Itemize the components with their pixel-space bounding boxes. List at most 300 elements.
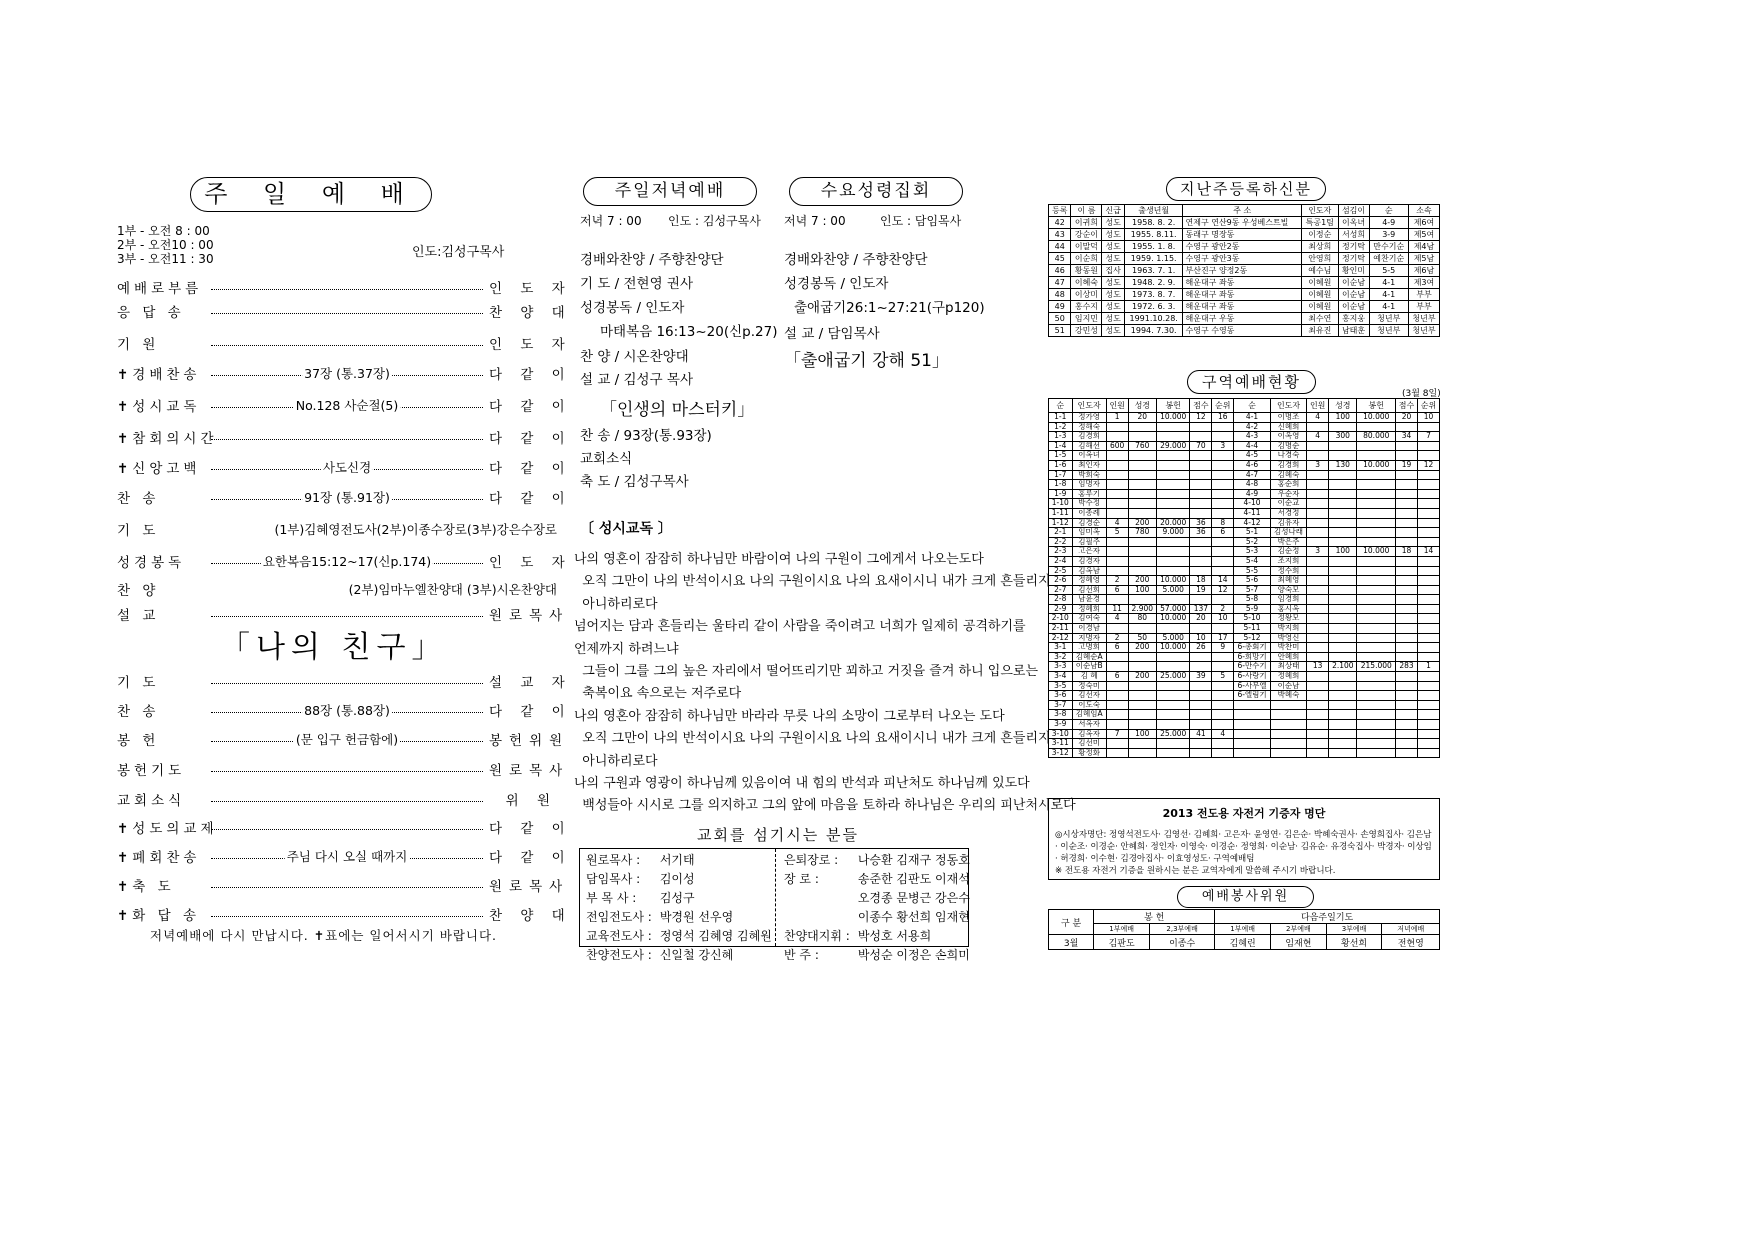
table-cell: 9.000: [1156, 528, 1189, 538]
table-cell: [1396, 556, 1418, 566]
table-cell: 19: [1396, 460, 1418, 470]
table-cell: 14: [1212, 576, 1234, 586]
table-cell: [1417, 499, 1439, 509]
table-cell: 100: [1329, 413, 1357, 423]
table-cell: 1-1: [1049, 413, 1073, 423]
table-cell: 4-5: [1234, 451, 1271, 461]
table-row: [1049, 441, 1440, 451]
district-date: (3월 8일): [1402, 389, 1441, 399]
order-detail: 91장 (통.91장): [304, 489, 390, 505]
table-cell: [1190, 470, 1212, 480]
table-cell: [1357, 518, 1396, 528]
duty-sub: 2,3부예배: [1149, 924, 1214, 935]
table-cell: 홍시옥: [1270, 604, 1306, 614]
table-cell: 2-8: [1049, 595, 1073, 605]
duty-month: 3월: [1049, 935, 1094, 950]
table-cell: [1417, 518, 1439, 528]
dot-leader: [211, 345, 483, 346]
table-cell: [1417, 585, 1439, 595]
table-cell: 정혜희: [1072, 604, 1106, 614]
duty-table: [1048, 909, 1440, 950]
district-header: 성경: [1329, 399, 1357, 413]
table-row: [1049, 691, 1440, 701]
table-cell: 215.000: [1357, 662, 1396, 672]
table-cell: [1128, 460, 1156, 470]
table-cell: 4-9: [1234, 489, 1271, 499]
table-cell: 18: [1396, 547, 1418, 557]
duty-offering-header: 봉 헌: [1094, 910, 1215, 924]
table-cell: 정해숙: [1072, 422, 1106, 432]
table-cell: 10: [1212, 614, 1234, 624]
table-cell: 6: [1106, 585, 1128, 595]
table-cell: 25.000: [1156, 729, 1189, 739]
wednesday-line: 출애굽기26:1~27:21(구p120): [794, 300, 985, 316]
table-cell: [1417, 748, 1439, 758]
table-cell: 성도: [1102, 253, 1124, 265]
order-item: [117, 276, 572, 298]
table-cell: 5-2: [1234, 537, 1271, 547]
table-cell: 2-7: [1049, 585, 1073, 595]
table-cell: [1357, 700, 1396, 710]
table-cell: 홍루기: [1072, 489, 1106, 499]
table-cell: 2: [1106, 633, 1128, 643]
table-cell: 1-4: [1049, 441, 1073, 451]
table-cell: 이옥영: [1270, 432, 1306, 442]
table-cell: [1128, 710, 1156, 720]
table-cell: 정왕모: [1270, 614, 1306, 624]
duty-name: 황선희: [1326, 935, 1382, 950]
table-cell: [1396, 643, 1418, 653]
table-cell: 김순정: [1270, 547, 1306, 557]
table-cell: 임경희: [1270, 595, 1306, 605]
table-cell: [1329, 566, 1357, 576]
order-who: 인 도 자: [489, 337, 572, 353]
table-cell: 1959. 1.15.: [1124, 253, 1183, 265]
evening-title: 주일저녁예배: [583, 177, 757, 206]
table-cell: 1972. 6. 3.: [1124, 301, 1183, 313]
table-cell: 3: [1212, 441, 1234, 451]
table-cell: 남태훈: [1338, 325, 1369, 337]
table-cell: [1212, 422, 1234, 432]
table-cell: 정기탁: [1338, 253, 1369, 265]
table-cell: [1212, 739, 1234, 749]
staff-role: 장 로 :: [784, 872, 819, 886]
table-cell: 이명조: [1270, 413, 1306, 423]
table-cell: 2.900: [1128, 604, 1156, 614]
table-row: [1049, 432, 1440, 442]
table-cell: 김선자: [1072, 691, 1106, 701]
table-cell: [1106, 547, 1128, 557]
table-cell: 황정화: [1072, 748, 1106, 758]
order-who: 원로목사: [489, 763, 570, 779]
table-cell: 2.100: [1329, 662, 1357, 672]
staff-names: 신일철 강신혜: [659, 948, 734, 962]
table-cell: 2-4: [1049, 556, 1073, 566]
table-cell: [1106, 460, 1128, 470]
staff-names: 김이성: [659, 872, 695, 886]
table-cell: [1417, 441, 1439, 451]
table-cell: [1128, 499, 1156, 509]
table-cell: 1-11: [1049, 508, 1073, 518]
table-cell: 이순희: [1071, 253, 1102, 265]
table-cell: [1128, 451, 1156, 461]
service-time-2: 2부 - 오전10 : 00: [117, 238, 214, 252]
table-cell: 20.000: [1156, 518, 1189, 528]
table-cell: 4-4: [1234, 441, 1271, 451]
table-cell: [1128, 470, 1156, 480]
table-cell: 3: [1307, 460, 1329, 470]
staff-row: [582, 926, 776, 945]
table-cell: [1190, 508, 1212, 518]
table-cell: [1307, 499, 1329, 509]
evening-time: 저녁 7 : 00: [580, 214, 642, 228]
table-cell: 2-12: [1049, 633, 1073, 643]
table-cell: 4-12: [1234, 518, 1271, 528]
table-cell: 10.000: [1357, 547, 1396, 557]
table-cell: 1973. 8. 7.: [1124, 289, 1183, 301]
table-cell: [1329, 710, 1357, 720]
duty-name: 전현영: [1382, 935, 1440, 950]
table-cell: [1307, 643, 1329, 653]
table-cell: 정가영: [1072, 413, 1106, 423]
table-cell: [1357, 691, 1396, 701]
table-row: [1049, 518, 1440, 528]
table-cell: [1417, 624, 1439, 634]
registrants-table: [1048, 204, 1440, 337]
staff-names: 정영석 김혜영 김혜원: [659, 929, 772, 943]
table-cell: 제6남: [1408, 265, 1439, 277]
table-cell: 1-2: [1049, 422, 1073, 432]
table-cell: 6-희망기: [1234, 652, 1271, 662]
table-cell: [1156, 556, 1189, 566]
table-cell: [1156, 422, 1189, 432]
table-cell: [1106, 710, 1128, 720]
table-row: [1049, 729, 1440, 739]
staff-role: 찬양전도사 :: [586, 948, 652, 962]
table-cell: 3-1: [1049, 643, 1073, 653]
order-who: 인 도 자: [489, 281, 572, 297]
table-cell: [1396, 633, 1418, 643]
table-cell: [1329, 633, 1357, 643]
table-cell: [1396, 729, 1418, 739]
table-cell: 283: [1396, 662, 1418, 672]
table-cell: 부부: [1408, 301, 1439, 313]
table-cell: [1128, 720, 1156, 730]
table-cell: 이옥녀: [1072, 451, 1106, 461]
table-row: [1049, 289, 1440, 301]
table-cell: [1128, 700, 1156, 710]
order-item: [117, 699, 572, 721]
table-cell: 홍수지: [1071, 301, 1102, 313]
staff-row: [780, 869, 974, 888]
table-cell: [1106, 489, 1128, 499]
table-cell: [1156, 537, 1189, 547]
registrants-header: 출생년월: [1124, 205, 1183, 217]
table-cell: [1156, 748, 1189, 758]
table-cell: [1106, 681, 1128, 691]
table-cell: 청년부: [1408, 325, 1439, 337]
table-cell: 5-10: [1234, 614, 1271, 624]
table-cell: 성도: [1102, 229, 1124, 241]
evening-line: 기 도 / 전현영 권사: [580, 276, 694, 292]
table-row: [1049, 556, 1440, 566]
table-cell: [1357, 681, 1396, 691]
psalm-line: 축복이요 속으로는 저주로다: [574, 686, 742, 702]
table-cell: [1190, 489, 1212, 499]
table-cell: 5.000: [1156, 585, 1189, 595]
duty-name: 임재현: [1271, 935, 1327, 950]
evening-line: 설 교 / 김성구 목사: [580, 372, 694, 388]
district-header: 순위: [1212, 399, 1234, 413]
table-cell: [1128, 489, 1156, 499]
table-cell: [1307, 691, 1329, 701]
staff-names: 박경원 선우영: [659, 910, 734, 924]
table-cell: [1357, 556, 1396, 566]
staff-role: [780, 907, 854, 926]
table-cell: [1190, 451, 1212, 461]
table-cell: [1357, 585, 1396, 595]
table-cell: 신혜희: [1270, 422, 1306, 432]
order-item: [117, 728, 570, 750]
table-cell: [1329, 470, 1357, 480]
table-cell: 제5여: [1408, 229, 1439, 241]
registrants-header: 소속: [1408, 205, 1439, 217]
order-who: 찬 양 대: [489, 305, 572, 321]
table-cell: [1156, 480, 1189, 490]
table-cell: [1156, 470, 1189, 480]
table-cell: 6-사랑기: [1234, 672, 1271, 682]
table-cell: 6-만수기: [1234, 662, 1271, 672]
order-of-worship: [117, 0, 572, 1240]
table-cell: 1963. 7. 1.: [1124, 265, 1183, 277]
table-cell: 김해선: [1072, 441, 1106, 451]
table-cell: 100: [1128, 729, 1156, 739]
table-cell: 수영구 수영동: [1183, 325, 1302, 337]
dot-leader: [211, 289, 483, 290]
dot-leader: [211, 459, 483, 475]
table-cell: [1307, 720, 1329, 730]
donors-box: [1048, 798, 1440, 880]
table-row: [1049, 265, 1440, 277]
table-cell: [1417, 700, 1439, 710]
table-cell: 2-10: [1049, 614, 1073, 624]
table-cell: [1307, 470, 1329, 480]
table-cell: 4-11: [1234, 508, 1271, 518]
table-cell: [1396, 518, 1418, 528]
psalm-line: 넘어지는 담과 흔들리는 울타리 같이 사람을 죽이려고 너희가 일제히 공격하기를: [574, 619, 1026, 635]
order-detail: (1부)김혜영전도사(2부)이종수장로(3부)강은수장로: [274, 522, 557, 537]
table-cell: [1106, 422, 1128, 432]
table-cell: [1270, 700, 1306, 710]
district-header: 인원: [1307, 399, 1329, 413]
table-cell: 김혜임A: [1072, 710, 1106, 720]
table-cell: [1396, 499, 1418, 509]
table-cell: 박찬미: [1270, 643, 1306, 653]
table-row: [1049, 748, 1440, 758]
table-cell: [1212, 432, 1234, 442]
table-row: [1049, 566, 1440, 576]
table-cell: 5-11: [1234, 624, 1271, 634]
table-cell: [1128, 652, 1156, 662]
table-cell: 서경정: [1270, 508, 1306, 518]
duty-next-header: 다음주일기도: [1215, 910, 1440, 924]
table-cell: [1307, 624, 1329, 634]
table-cell: [1307, 480, 1329, 490]
sermon-title: 「나의 친구」: [220, 630, 448, 665]
table-cell: [1106, 739, 1128, 749]
table-cell: 16: [1212, 413, 1234, 423]
table-cell: 제5남: [1408, 253, 1439, 265]
table-cell: [1396, 480, 1418, 490]
order-label: ✝폐회찬송: [117, 850, 201, 866]
table-cell: 홍순희: [1270, 480, 1306, 490]
district-header: 봉헌: [1357, 399, 1396, 413]
table-cell: 4: [1307, 432, 1329, 442]
table-cell: [1190, 681, 1212, 691]
staff-row: [780, 850, 974, 869]
table-cell: 최상태: [1270, 662, 1306, 672]
table-cell: [1417, 739, 1439, 749]
table-cell: 4-2: [1234, 422, 1271, 432]
table-cell: [1396, 489, 1418, 499]
table-cell: [1307, 556, 1329, 566]
table-cell: [1156, 710, 1189, 720]
dot-leader: [211, 439, 483, 440]
table-cell: 20: [1128, 413, 1156, 423]
order-item: [117, 788, 557, 810]
evening-line: 찬 송 / 93장(통.93장): [580, 428, 712, 444]
table-cell: [1106, 508, 1128, 518]
order-who: 설 교 자: [489, 675, 572, 691]
table-cell: 이경남: [1072, 624, 1106, 634]
table-cell: [1190, 499, 1212, 509]
table-cell: [1156, 499, 1189, 509]
table-cell: [1190, 537, 1212, 547]
table-cell: [1329, 691, 1357, 701]
table-cell: [1234, 720, 1271, 730]
table-cell: [1307, 528, 1329, 538]
table-cell: 성도: [1102, 289, 1124, 301]
table-cell: 57.000: [1156, 604, 1189, 614]
staff-row: [582, 869, 776, 888]
table-cell: [1106, 432, 1128, 442]
table-cell: 10: [1417, 413, 1439, 423]
psalm-heading: 〔 성시교독 〕: [580, 521, 672, 537]
table-cell: [1357, 508, 1396, 518]
table-cell: 임명자: [1072, 480, 1106, 490]
staff-role: 은퇴장로 :: [784, 853, 839, 867]
table-row: [1049, 460, 1440, 470]
table-row: [1049, 576, 1440, 586]
table-cell: 12: [1212, 585, 1234, 595]
table-cell: 29.000: [1156, 441, 1189, 451]
order-who: 다 같 이: [489, 431, 572, 447]
table-cell: 예찬기순: [1369, 253, 1408, 265]
table-cell: [1396, 604, 1418, 614]
table-cell: 김여숙: [1072, 614, 1106, 624]
table-cell: 5-5: [1369, 265, 1408, 277]
order-item: [117, 426, 572, 448]
table-row: [1049, 595, 1440, 605]
table-cell: 김 혜: [1072, 672, 1106, 682]
table-cell: 6-엘림기: [1234, 691, 1271, 701]
wednesday-title: 수요성령집회: [789, 177, 963, 206]
psalm-line: 나의 영혼이 잠잠히 하나님만 바람이여 나의 구원이 그에게서 나오는도다: [574, 552, 984, 567]
table-cell: 4-1: [1234, 413, 1271, 423]
order-label: ✝화 답 송: [117, 908, 201, 924]
morning-footer: 저녁예배에 다시 만납시다. ✝표에는 일어서시기 바랍니다.: [150, 928, 498, 943]
service-time-1: 1부 - 오전 8 : 00: [117, 224, 210, 238]
evening-line: 축 도 / 김성구목사: [580, 474, 689, 490]
table-cell: [1212, 480, 1234, 490]
order-label: ✝경배찬송: [117, 367, 201, 383]
table-cell: 10.000: [1156, 576, 1189, 586]
table-cell: [1106, 691, 1128, 701]
table-cell: 안영희: [1302, 253, 1339, 265]
dot-leader: [211, 553, 483, 569]
table-cell: 박은주: [1270, 537, 1306, 547]
order-who: 원로목사: [489, 879, 570, 895]
registrants-header: 신급: [1102, 205, 1124, 217]
table-cell: [1307, 441, 1329, 451]
table-cell: 4: [1212, 729, 1234, 739]
table-cell: 이도숙: [1072, 700, 1106, 710]
dot-leader: [211, 829, 483, 830]
table-cell: [1307, 508, 1329, 518]
table-cell: [1128, 422, 1156, 432]
table-cell: [1417, 691, 1439, 701]
registrants-header: 등록: [1049, 205, 1071, 217]
staff-left-table: [582, 850, 776, 964]
table-cell: [1212, 700, 1234, 710]
table-cell: [1396, 508, 1418, 518]
table-cell: 김옥남: [1072, 566, 1106, 576]
order-item: [117, 845, 572, 867]
table-cell: [1357, 604, 1396, 614]
table-cell: 10: [1190, 633, 1212, 643]
table-cell: [1156, 739, 1189, 749]
order-who: 다 같 이: [489, 821, 572, 837]
table-cell: 6-사무엘: [1234, 681, 1271, 691]
district-header: 성경: [1128, 399, 1156, 413]
staff-names: 송준한 김판도 이재석: [857, 872, 970, 886]
duty-sub: 3부예배: [1326, 924, 1382, 935]
table-cell: [1307, 748, 1329, 758]
table-cell: [1357, 614, 1396, 624]
table-cell: 2-5: [1049, 566, 1073, 576]
table-cell: [1128, 547, 1156, 557]
table-row: [1049, 313, 1440, 325]
registrants-header: 순: [1369, 205, 1408, 217]
table-cell: 3-9: [1049, 720, 1073, 730]
table-cell: 12: [1190, 413, 1212, 423]
table-cell: 3-2: [1049, 652, 1073, 662]
staff-role: 반 주 :: [784, 948, 819, 962]
table-cell: 김경순: [1072, 518, 1106, 528]
order-label: ✝성도의교제: [117, 821, 218, 837]
table-cell: 4-1: [1369, 301, 1408, 313]
table-cell: 25.000: [1156, 672, 1189, 682]
table-cell: 최인자: [1072, 460, 1106, 470]
table-cell: 4-8: [1234, 480, 1271, 490]
staff-names: 오경종 문병근 강은수: [857, 891, 970, 905]
order-item: [117, 874, 570, 896]
table-cell: 10.000: [1156, 614, 1189, 624]
table-cell: [1417, 480, 1439, 490]
table-cell: 1-6: [1049, 460, 1073, 470]
table-cell: [1190, 748, 1212, 758]
table-cell: [1417, 470, 1439, 480]
